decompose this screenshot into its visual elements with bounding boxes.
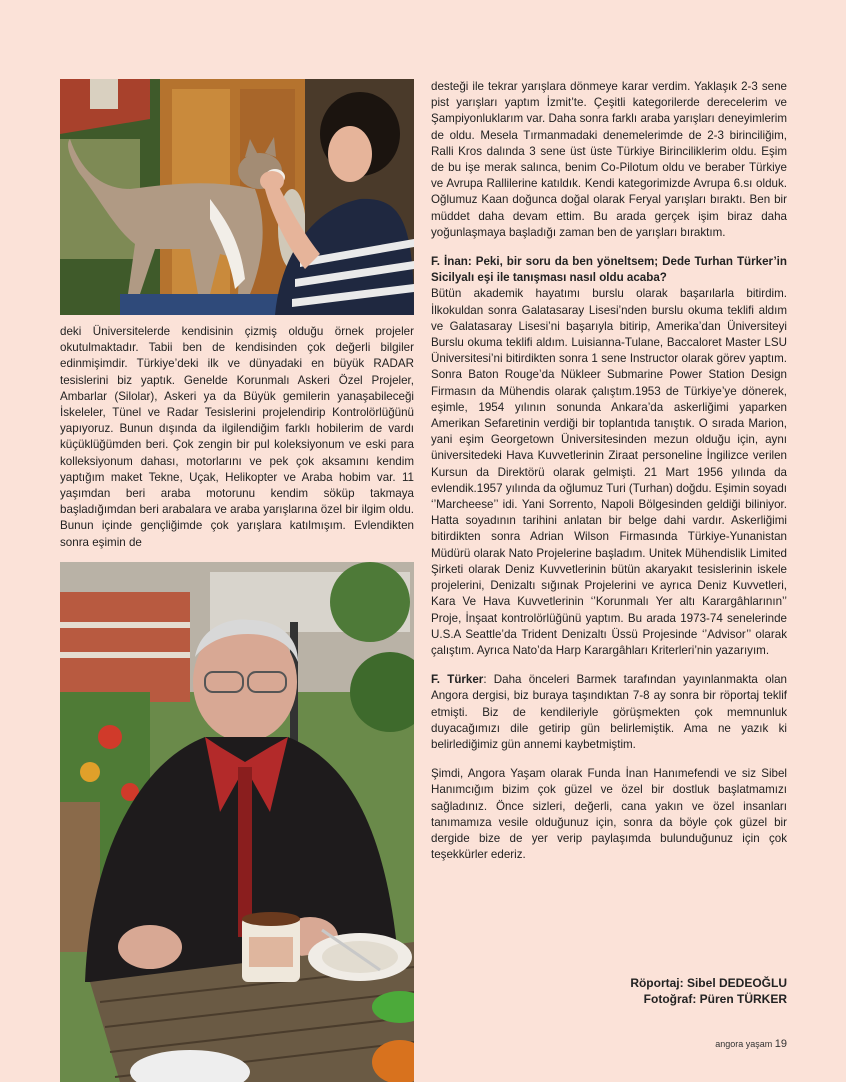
magazine-name: angora yaşam [715, 1039, 773, 1049]
photo-elderly-man-at-table [60, 562, 414, 1082]
interview-question: F. İnan: Peki, bir soru da ben yöneltsem; Dede Turhan Türker’in Sicilyalı eşi ile tanışması nasıl oldu acaba? [431, 255, 787, 285]
credits [630, 975, 787, 1007]
interview-answer: Bütün akademik hayatımı burslu olarak başarılarla bitirdim. İlkokuldan sonra Galatasaray Lisesi’nden burslu okuma teklifi aldım ve Galatasaray Lisesi’ni başarıyla bitirip, Amerika’dan Üniversiteyi Burslu okuma teklifi aldım. Luisianna-Tulane, Baccaloret Master LSU Üniversitesi’ni bitirdikten sonra 1 sene Instructor olarak görev yaptım. Sonra Baton Rouge’da Nükleer Submarine Power Station Design Firmasın da Mühendis olarak çalıştım.1953 de Türkiye’ye dönerek, eşimle, 1954 yılının sonunda Ankara’da askerliğimi yaparken Amerikan Sefaretinin verdiği bir toplantıda tanıştık. O sırada Marion, yani eşim Georgetown Üniversitesinden mezun olduğu için, aynı üniversitedeki Hava Kuvvetlerinin Ziraat personeline İngilizce verilen Kursun da Direktörü olarak gelmişti. 21 Mart 1956 yılında da evlendik.1957 yılında da oğlumuz Turi (Turhan) doğdu. Eşimin soyadı ‘’Marcheese’’ idi. Yani Sorrento, Napoli Bölgesinden geldiği biliniyor. Hatta soyadının tarihini anlatan bir belge dahi vardır. Askerliğimi bitirdikten sonra Adrian Wilson Firmasında Türkiye-Yunanistan Müdürü olarak Nato Projelerine başladım. Unitek Mühendislik Limited Şirketi olarak Deniz Kuvvetlerinin bütün akaryakıt tesislerinin iskele projelerini, Denizaltı sığınak Projelerini ve ayrıca Deniz Kuvvetleri, Kara Ve Hava Kuvvetlerinin ‘’Korunmalı Yer altı Karargâhlarının’’ Proje, İnşaat kontrolörlüğünü yaptım. Bu arada 1973-74 senelerinde U.S.A Seattle’da Trident Denizaltı Üssü Projesinde ‘’Advisor’’ olarak çalıştım. Ayrıca Nato’da Harp Karargâhları Kriterleri’nin yazarıyım. [431, 287, 787, 657]
left-column-paragraph: deki Üniversitelerde kendisinin çizmiş olduğu örnek projeler okutulmaktadır. Tabii ben de kendisinden çok değerli bilgiler edinmişimdir. Türkiye’deki ilk ve dünyadaki en büyük RADAR tesislerini biz yaptık. Genelde Korunmalı Askeri Özel Projeler, Ambarlar (Silolar), Askeri ya da Büyük gemilerin yanaşabileceği İskeleler, Tünel ve Radar Tesislerini projelendirip Kontrolörlüğünü yapıyoruz. Bunun dışında da ilgilendiğim farklı hobilerim de vardı küçüklüğümden beri. Çok zengin bir pul koleksiyonum ve eski para kolleksiyonum dahası, motorlarını ve pek çok aksamını kendim yaptığım maket Tekne, Uçak, Helikopter ve Araba hobim var. 11 yaşımdan beri araba motorunu kendim söküp takmaya başladığımdan beri arabalara ve araba yarışlarına özel bir ilgim oldu. Bunun içinde gençliğimde çok yarışlara katılmışım. Evlendikten sonra eşimin de [60, 325, 414, 549]
speaker-name: F. Türker [431, 673, 484, 687]
photo-credit: Fotoğraf: Püren TÜRKER [643, 992, 787, 1006]
photo-boy-with-cat [60, 79, 414, 315]
interview-credit: Röportaj: Sibel DEDEOĞLU [630, 976, 787, 990]
right-column-paragraph-2: : Daha önceleri Barmek tarafından yayınlanmakta olan Angora dergisi, biz buraya taşındıktan 7-8 ay sonra bir röportaj teklif etmişti. Biz de kendileriyle görüşmekten çok memnunluk duyacağımızı dile getirip gün belirlemiştik. Ama ne yazık ki belirlediğimiz gün annemi kaybetmiştim. [431, 673, 787, 751]
page-footer [715, 1038, 787, 1050]
page-number: 19 [774, 1038, 787, 1050]
right-column [431, 79, 787, 863]
left-column [60, 324, 414, 551]
right-column-paragraph-2-block [431, 672, 787, 753]
right-column-paragraph-1: desteği ile tekrar yarışlara dönmeye karar verdim. Yaklaşık 2-3 sene pist yarışları yaptım İzmit’te. Çeşitli kategorilerde derecelerim ve Şampiyonluklarım var. Daha sonra farklı araba yarışları deneyimlerim de oldu. Mesela Tırmanmadaki denemelerimde de 2-3 birinciliğim, Ralli Kros dalında 3 sene üst üste Türkiye Birinciliklerim oldu. Eşim de bu işe merak salınca, benim Co-Pilotum oldu ve beraber Türkiye ve Avrupa Rallilerine katıldık. Kendi kategorimizde Avrupa 6.sı olduk. Oğlumuz Kaan doğunca doğal olarak Feryal yarışları bıraktı. Ben bir müddet daha devam ettim. Bu arada gerçek işim biraz daha yoğunlaşmaya başladığı zaman ben de yarışları bıraktım. [431, 80, 787, 239]
right-column-paragraph-3: Şimdi, Angora Yaşam olarak Funda İnan Hanımefendi ve siz Sibel Hanımcığım bizim çok güzel ve özel bir dostluk başlatmamızı sağladınız. Önce sizleri, değerli, cana yakın ve özel insanları tanımamıza vesile olduğunuz için, sonra da böyle çok güzel bir dergide bize de yer verip paylaşımda bulunduğunuz için çok teşekkürler ederiz. [431, 767, 787, 862]
